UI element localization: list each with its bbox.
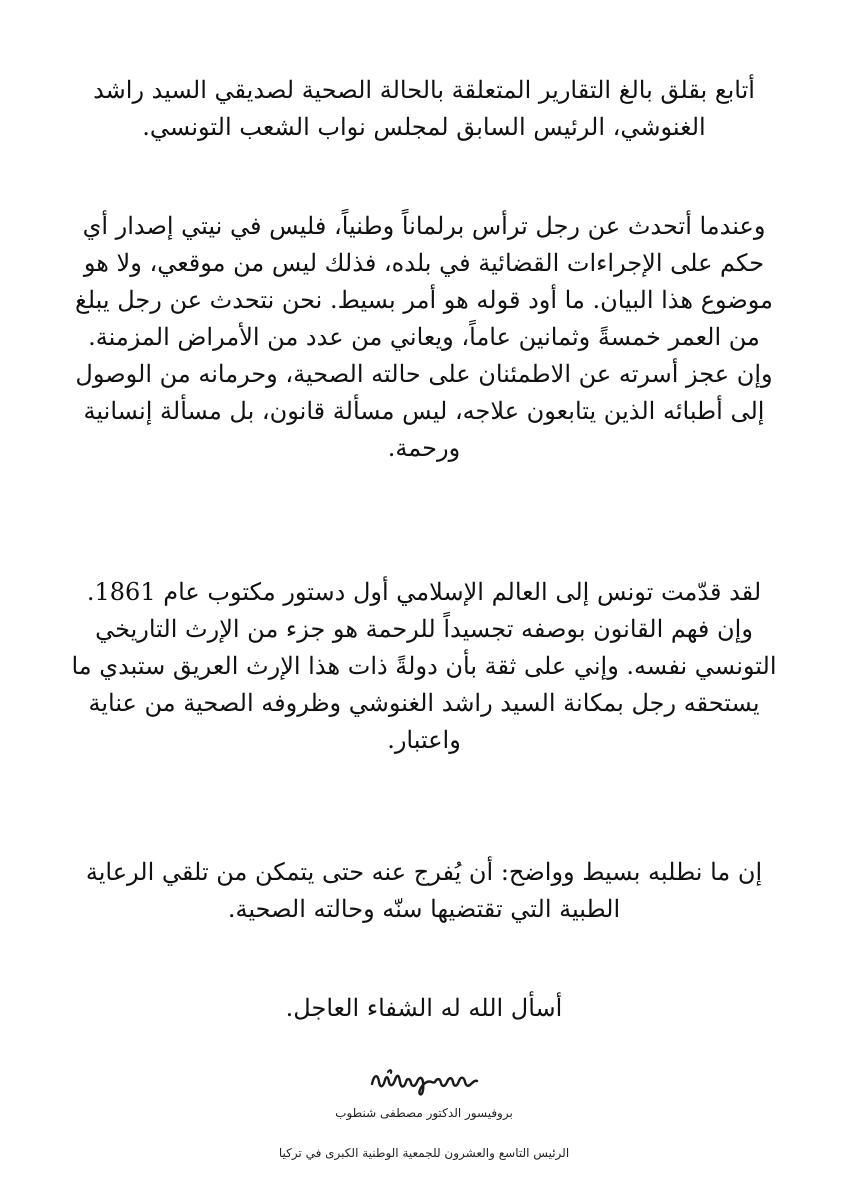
text-line: الغنوشي، الرئيس السابق لمجلس نواب الشعب التونسي. xyxy=(142,113,706,141)
text-line: أتابع بقلق بالغ التقارير المتعلقة بالحالة الصحية لصديقي السيد راشد xyxy=(93,76,755,104)
text-line: حكم على الإجراءات القضائية في بلده، فذلك ليس من موقعي، ولا هو xyxy=(83,249,765,277)
text-line: التونسي نفسه. وإني على ثقة بأن دولةً ذات هذا الإرث العريق ستبدي ما xyxy=(71,652,777,680)
text-line: وإن عجز أسرته عن الاطمئنان على حالته الصحية، وحرمانه من الوصول xyxy=(75,360,773,388)
paragraph-constitution xyxy=(70,574,778,759)
text-line: ورحمة. xyxy=(387,434,461,462)
signature-icon xyxy=(364,1060,484,1100)
text-line: إلى أطبائه الذين يتابعون علاجه، ليس مسألة قانون، بل مسألة إنسانية xyxy=(83,397,765,425)
text-line: من العمر خمسةً وثمانين عاماً، ويعاني من عدد من الأمراض المزمنة. xyxy=(88,323,760,351)
text-line: وعندما أتحدث عن رجل ترأس برلماناً وطنياً، فليس في نيتي إصدار أي xyxy=(82,212,766,240)
text-line: أسأل الله له الشفاء العاجل. xyxy=(285,994,563,1022)
paragraph-prayer xyxy=(70,990,778,1027)
text-line: واعتبار. xyxy=(387,726,461,754)
text-line: إن ما نطلبه بسيط وواضح: أن يُفرج عنه حتى يتمكن من تلقي الرعاية xyxy=(85,858,763,886)
paragraph-concern xyxy=(70,72,778,146)
paragraph-humanitarian xyxy=(70,208,778,467)
text-line: يستحقه رجل بمكانة السيد راشد الغنوشي وظروفه الصحية من عناية xyxy=(88,689,760,717)
text-line: موضوع هذا البيان. ما أود قوله هو أمر بسيط. نحن نتحدث عن رجل يبلغ xyxy=(74,286,774,314)
text-line: لقد قدّمت تونس إلى العالم الإسلامي أول دستور مكتوب عام 1861. xyxy=(86,578,762,606)
text-line: وإن فهم القانون بوصفه تجسيداً للرحمة هو جزء من الإرث التاريخي xyxy=(95,615,753,643)
paragraph-request xyxy=(70,854,778,928)
signatory-name: بروفيسور الدكتور مصطفى شنطوب xyxy=(335,1106,513,1120)
text-line: الطبية التي تقتضيها سنّه وحالته الصحية. xyxy=(227,895,621,923)
signatory-title: الرئيس التاسع والعشرون للجمعية الوطنية الكبرى في تركيا xyxy=(278,1146,570,1160)
